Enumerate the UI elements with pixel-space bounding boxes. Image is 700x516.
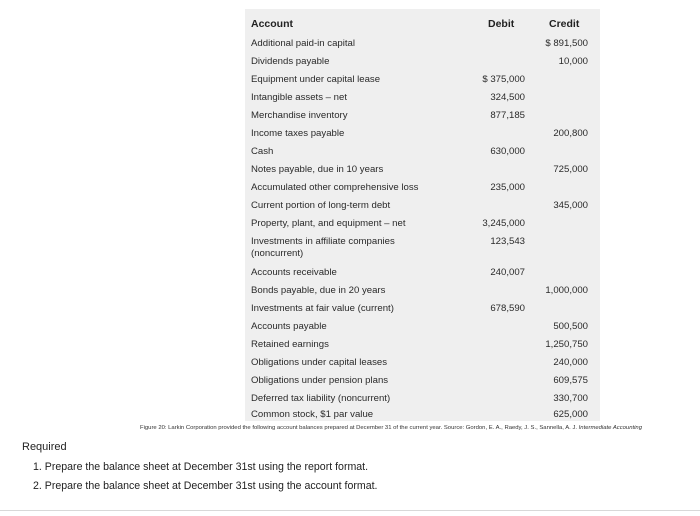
divider (0, 510, 700, 511)
debit-value: 877,185 (490, 110, 525, 121)
account-name: Notes payable, due in 10 years (251, 164, 384, 175)
credit-value: 500,500 (553, 321, 588, 332)
account-column-header: Account (251, 18, 293, 30)
debit-value: 678,590 (490, 303, 525, 314)
debit-value: 630,000 (490, 146, 525, 157)
account-name: Obligations under pension plans (251, 375, 389, 386)
account-name: Property, plant, and equipment – net (251, 218, 406, 229)
credit-value: 345,000 (553, 200, 588, 211)
credit-value: 609,575 (553, 375, 588, 386)
credit-value: 200,800 (553, 128, 588, 139)
credit-value: 240,000 (553, 357, 588, 368)
account-name: Bonds payable, due in 20 years (251, 285, 386, 296)
debit-value: 123,543 (490, 236, 525, 247)
caption-book-title: Intermediate Accounting (578, 425, 642, 431)
credit-value: $ 891,500 (545, 38, 588, 49)
account-name: Intangible assets – net (251, 92, 348, 103)
debit-value: 3,245,000 (482, 218, 525, 229)
debit-value: 235,000 (490, 182, 525, 193)
credit-value: 10,000 (558, 56, 588, 67)
debit-value: 324,500 (490, 92, 525, 103)
debit-column-header: Debit (488, 18, 515, 30)
account-name: Additional paid-in capital (251, 38, 355, 49)
account-name: Retained earnings (251, 339, 329, 350)
account-balances-table (245, 9, 600, 421)
account-name: Cash (251, 146, 274, 157)
credit-value: 330,700 (553, 393, 588, 404)
credit-value: 725,000 (553, 164, 588, 175)
account-name: Obligations under capital leases (251, 357, 387, 368)
caption-text: Figure 20: Larkin Corporation provided the following account balances prepared at December 31 of the current year. Source: Gordon, E. A., Raedy, J. S., Sannella, A. J. (140, 425, 578, 431)
credit-column-header: Credit (549, 18, 580, 30)
account-name: Investments at fair value (current) (251, 303, 394, 314)
account-name: Accounts payable (251, 321, 327, 332)
account-name: Equipment under capital lease (251, 74, 381, 85)
credit-value: 1,250,750 (545, 339, 588, 350)
account-name: Dividends payable (251, 56, 330, 67)
required-item: 2. Prepare the balance sheet at December 31st using the account format. (33, 480, 378, 492)
figure-caption (140, 425, 642, 431)
required-heading: Required (22, 441, 67, 453)
credit-value: 625,000 (553, 409, 588, 420)
debit-value: $ 375,000 (482, 74, 525, 85)
account-name: Deferred tax liability (noncurrent) (251, 393, 391, 404)
debit-value: 240,007 (490, 267, 525, 278)
account-name: Accounts receivable (251, 267, 337, 278)
account-name: Common stock, $1 par value (251, 409, 374, 420)
account-name: Income taxes payable (251, 128, 345, 139)
credit-value: 1,000,000 (545, 285, 588, 296)
account-name: Investments in affiliate companies (noncurrent) (251, 236, 395, 259)
required-item: 1. Prepare the balance sheet at December 31st using the report format. (33, 461, 369, 473)
account-name: Merchandise inventory (251, 110, 348, 121)
account-name: Current portion of long-term debt (251, 200, 391, 211)
account-name: Accumulated other comprehensive loss (251, 182, 419, 193)
